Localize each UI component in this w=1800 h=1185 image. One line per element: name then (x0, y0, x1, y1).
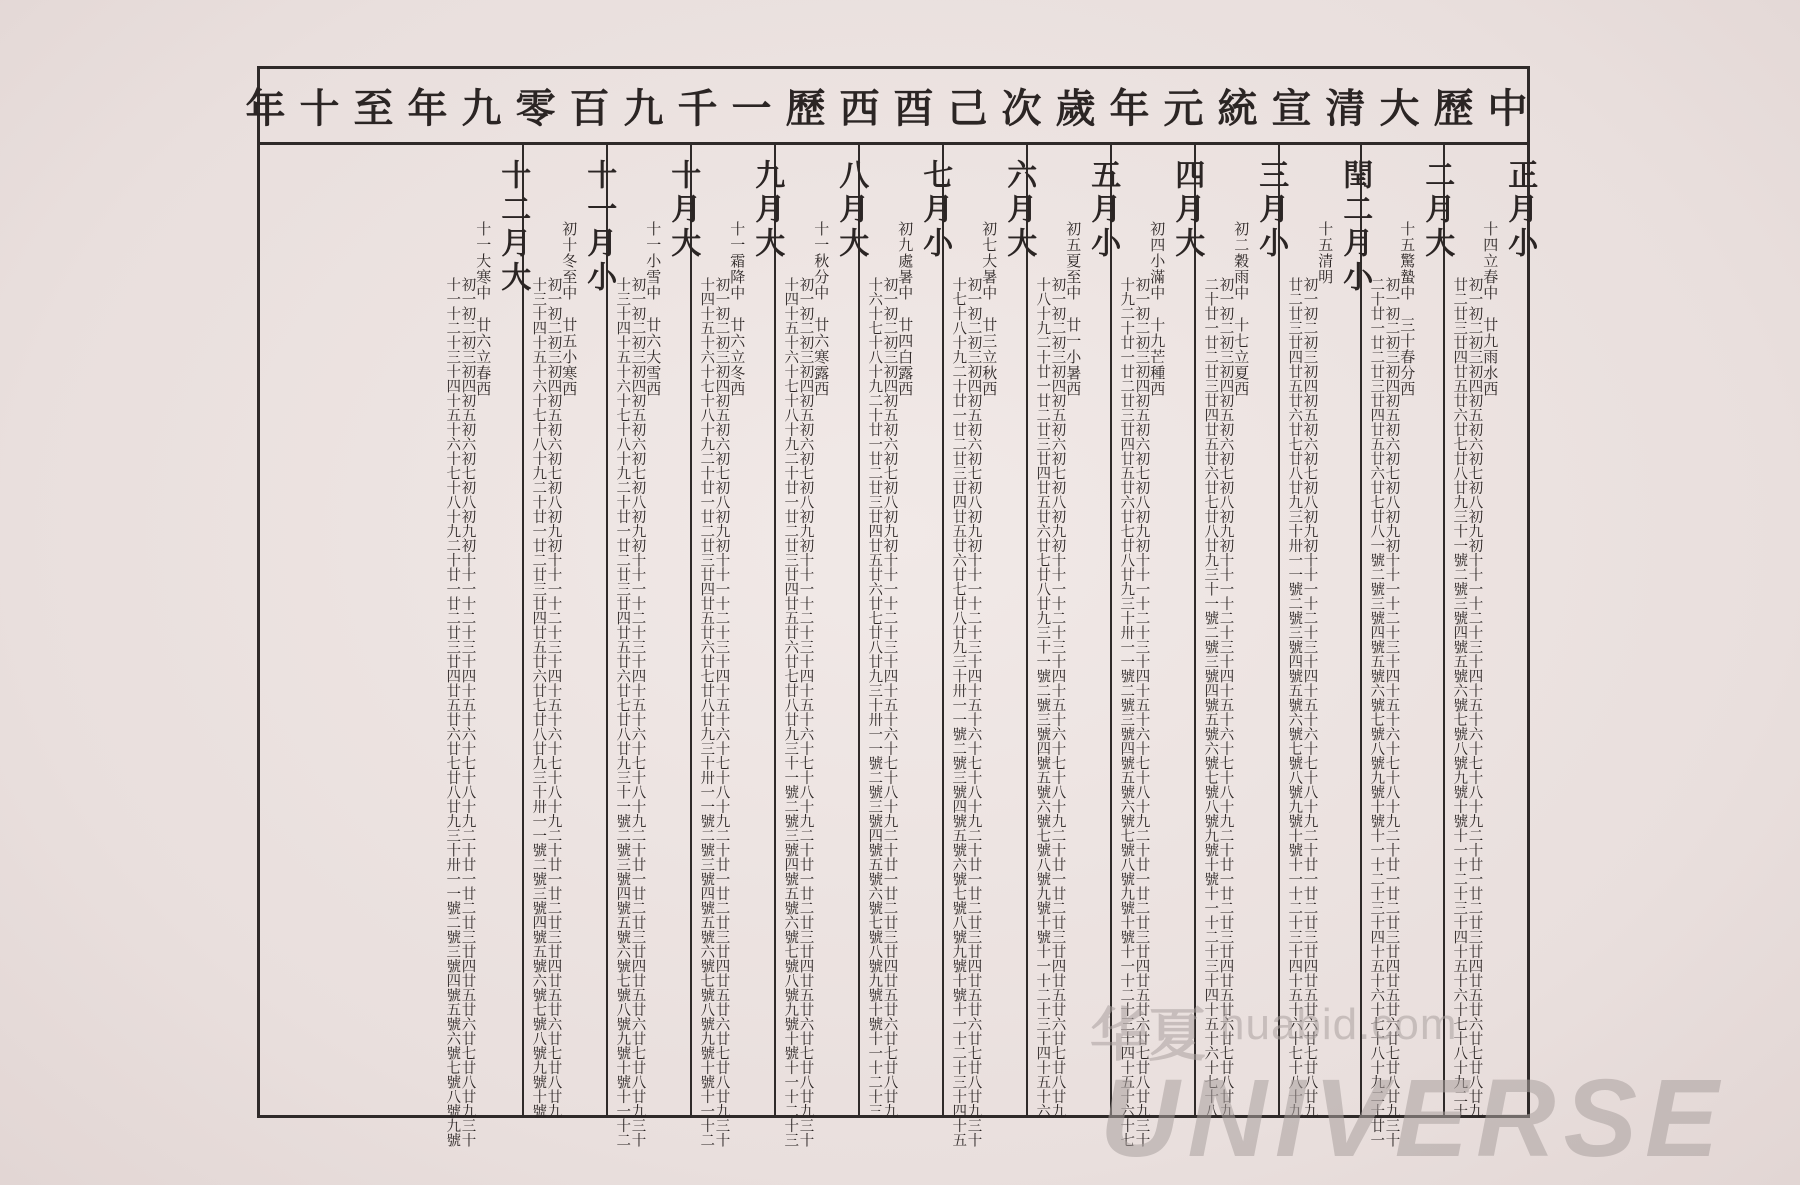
lunar-day-sequence: 初一初二初三初四初五初六初七初八初九初十十一十二十三十四十五十六十七十八十九二十廿一廿二廿三廿四廿五廿六廿七廿八廿九三十 (1133, 277, 1150, 1147)
month-heading: 七月小 (917, 159, 953, 261)
watermark-url: huabid.com (1220, 1000, 1458, 1049)
lunar-day-sequence: 初一初二初三初四初五初六初七初八初九初十十一十二十三十四十五十六十七十八十九二十廿一廿二廿三廿四廿五廿六廿七廿八廿九 (881, 277, 898, 1118)
month-column-inner (438, 145, 531, 1147)
solar-term-text: 十五驚蟄中 三十春分西 (1398, 221, 1417, 397)
month-column-inner (860, 145, 953, 1118)
month-heading: 三月小 (1253, 159, 1289, 261)
title-bar (245, 69, 1542, 145)
western-date-sequence: 十一十二十三十四十五十六十七十八十九二十廿一廿二廿三廿四廿五廿六廿七廿八廿九三十卅一一號二號三號四號五號六號七號八號九號 (444, 277, 461, 1147)
western-date-sequence: 十三十四十五十六十七十八十九二十廿一廿二廿三廿四廿五廿六廿七廿八廿九三十卅一一號二號三號四號五號六號七號八號九號十號 (530, 277, 547, 1118)
month-column-inner (776, 145, 869, 1147)
western-date-sequence: 十六十七十八十九二十廿一廿二廿三廿四廿五廿六廿七廿八廿九三十卅一一號二號三號四號五號六號七號八號九號十號十一十二十三 (866, 277, 883, 1118)
watermark-brand: UNIVERSE (1100, 1057, 1727, 1180)
solar-term-text: 十五清明 (1316, 221, 1335, 285)
month-heading: 十一月小 (581, 159, 617, 295)
solar-term-text: 十一霜降中 廿六立冬西 (728, 221, 747, 397)
month-heading: 正月小 (1502, 159, 1538, 261)
month-column-inner (944, 145, 1037, 1147)
month-column-inner (1196, 145, 1289, 1118)
solar-term-text: 十四立春中 廿九雨水西 (1481, 221, 1500, 397)
solar-term-text: 初四小滿中 十九芒種西 (1148, 221, 1167, 397)
month-column-inner (608, 145, 701, 1147)
month-column-inner (692, 145, 785, 1147)
month-column-inner (524, 145, 617, 1118)
month-column-inner (1112, 145, 1205, 1147)
month-column-inner (1028, 145, 1121, 1118)
month-heading: 九月大 (749, 159, 785, 261)
lunar-day-sequence: 初一初二初三初四初五初六初七初八初九初十十一十二十三十四十五十六十七十八十九二十廿一廿二廿三廿四廿五廿六廿七廿八廿九 (1049, 277, 1066, 1118)
lunar-day-sequence: 初一初二初三初四初五初六初七初八初九初十十一十二十三十四十五十六十七十八十九二十廿一廿二廿三廿四廿五廿六廿七廿八廿九三十 (1383, 277, 1400, 1147)
lunar-day-sequence: 初一初二初三初四初五初六初七初八初九初十十一十二十三十四十五十六十七十八十九二十廿一廿二廿三廿四廿五廿六廿七廿八廿九三十 (629, 277, 646, 1147)
solar-term-text: 初十冬至中 廿五小寒西 (560, 221, 579, 397)
solar-term-text: 十一大寒中 廿六立春西 (474, 221, 493, 397)
lunar-day-sequence: 初一初二初三初四初五初六初七初八初九初十十一十二十三十四十五十六十七十八十九二十廿一廿二廿三廿四廿五廿六廿七廿八廿九 (545, 277, 562, 1118)
month-heading: 二月大 (1419, 159, 1455, 261)
month-heading: 閏二月小 (1337, 159, 1373, 295)
western-date-sequence: 二十廿一廿二廿三廿四廿五廿六廿七廿八廿九三十一號二號三號四號五號六號七號八號九號十號十一十二十三十四十五十六十七十八 (1202, 277, 1219, 1118)
month-heading: 十月大 (665, 159, 701, 261)
western-date-sequence: 廿二廿三廿四廿五廿六廿七廿八廿九三十卅一一號二號三號四號五號六號七號八號九號十號十一十二十三十四十五十六十七十八十九 (1286, 277, 1303, 1118)
month-heading: 五月小 (1085, 159, 1121, 261)
western-date-sequence: 十九二十廿一廿二廿三廿四廿五廿六廿七廿八廿九三十卅一一號二號三號四號五號六號七號八號九號十號十一十二十三十四十五十六十七 (1118, 277, 1135, 1147)
watermark-logo: 华夏 (1090, 1003, 1207, 1068)
solar-term-text: 初七大暑中 廿三立秋西 (980, 221, 999, 397)
western-date-sequence: 廿二廿三廿四廿五廿六廿七廿八廿九三十一號二號三號四號五號六號七號八號九號十號十一十二十三十四十五十六十七十八十九二十 (1451, 277, 1468, 1118)
western-date-sequence: 十七十八十九二十廿一廿二廿三廿四廿五廿六廿七廿八廿九三十卅一一號二號三號四號五號六號七號八號九號十號十一十二十三十四十五 (950, 277, 967, 1147)
lunar-day-sequence: 初一初二初三初四初五初六初七初八初九初十十一十二十三十四十五十六十七十八十九二十廿一廿二廿三廿四廿五廿六廿七廿八廿九 (1466, 277, 1483, 1118)
lunar-day-sequence: 初一初二初三初四初五初六初七初八初九初十十一十二十三十四十五十六十七十八十九二十廿一廿二廿三廿四廿五廿六廿七廿八廿九 (1301, 277, 1318, 1118)
month-heading: 四月大 (1169, 159, 1205, 261)
month-column (438, 145, 531, 1147)
solar-term-text: 十一小雪中 廿六大雪西 (644, 221, 663, 397)
western-date-sequence: 二十廿一廿二廿三廿四廿五廿六廿七廿八一號二號三號四號五號六號七號八號九號十號十一十二十三十四十五十六十七十八十九二十廿一 (1368, 277, 1385, 1147)
lunar-day-sequence: 初一初二初三初四初五初六初七初八初九初十十一十二十三十四十五十六十七十八十九二十廿一廿二廿三廿四廿五廿六廿七廿八廿九三十 (965, 277, 982, 1147)
lunar-day-sequence: 初一初二初三初四初五初六初七初八初九初十十一十二十三十四十五十六十七十八十九二十廿一廿二廿三廿四廿五廿六廿七廿八廿九三十 (713, 277, 730, 1147)
month-column (522, 145, 617, 1118)
western-date-sequence: 十四十五十六十七十八十九二十廿一廿二廿三廿四廿五廿六廿七廿八廿九三十卅一一號二號三號四號五號六號七號八號九號十號十一十二 (698, 277, 715, 1147)
solar-term-text: 十一秋分中 廿六寒露西 (812, 221, 831, 397)
month-heading: 八月大 (833, 159, 869, 261)
western-date-sequence: 十八十九二十廿一廿二廿三廿四廿五廿六廿七廿八廿九三十一號二號三號四號五號六號七號八號九號十號十一十二十三十四十五十六 (1034, 277, 1051, 1118)
western-date-sequence: 十四十五十六十七十八十九二十廿一廿二廿三廿四廿五廿六廿七廿八廿九三十一號二號三號四號五號六號七號八號九號十號十一十二十三 (782, 277, 799, 1147)
western-date-sequence: 十三十四十五十六十七十八十九二十廿一廿二廿三廿四廿五廿六廿七廿八廿九三十一號二號三號四號五號六號七號八號九號十號十一十二 (614, 277, 631, 1147)
solar-term-text: 初二穀雨中 十七立夏西 (1232, 221, 1251, 397)
month-heading: 十二月大 (495, 159, 531, 295)
lunar-day-sequence: 初一初二初三初四初五初六初七初八初九初十十一十二十三十四十五十六十七十八十九二十廿一廿二廿三廿四廿五廿六廿七廿八廿九三十 (459, 277, 476, 1147)
calendar-title: 中歷大清宣統元年歲次己酉西歷一千九百零九年至十年 (245, 85, 1542, 132)
month-heading: 六月大 (1001, 159, 1037, 261)
solar-term-text: 初五夏至中 廿一小暑西 (1064, 221, 1083, 397)
lunar-day-sequence: 初一初二初三初四初五初六初七初八初九初十十一十二十三十四十五十六十七十八十九二十廿一廿二廿三廿四廿五廿六廿七廿八廿九三十 (797, 277, 814, 1147)
lunar-day-sequence: 初一初二初三初四初五初六初七初八初九初十十一十二十三十四十五十六十七十八十九二十廿一廿二廿三廿四廿五廿六廿七廿八廿九 (1217, 277, 1234, 1118)
solar-term-text: 初九處暑中 廿四白露西 (896, 221, 915, 397)
